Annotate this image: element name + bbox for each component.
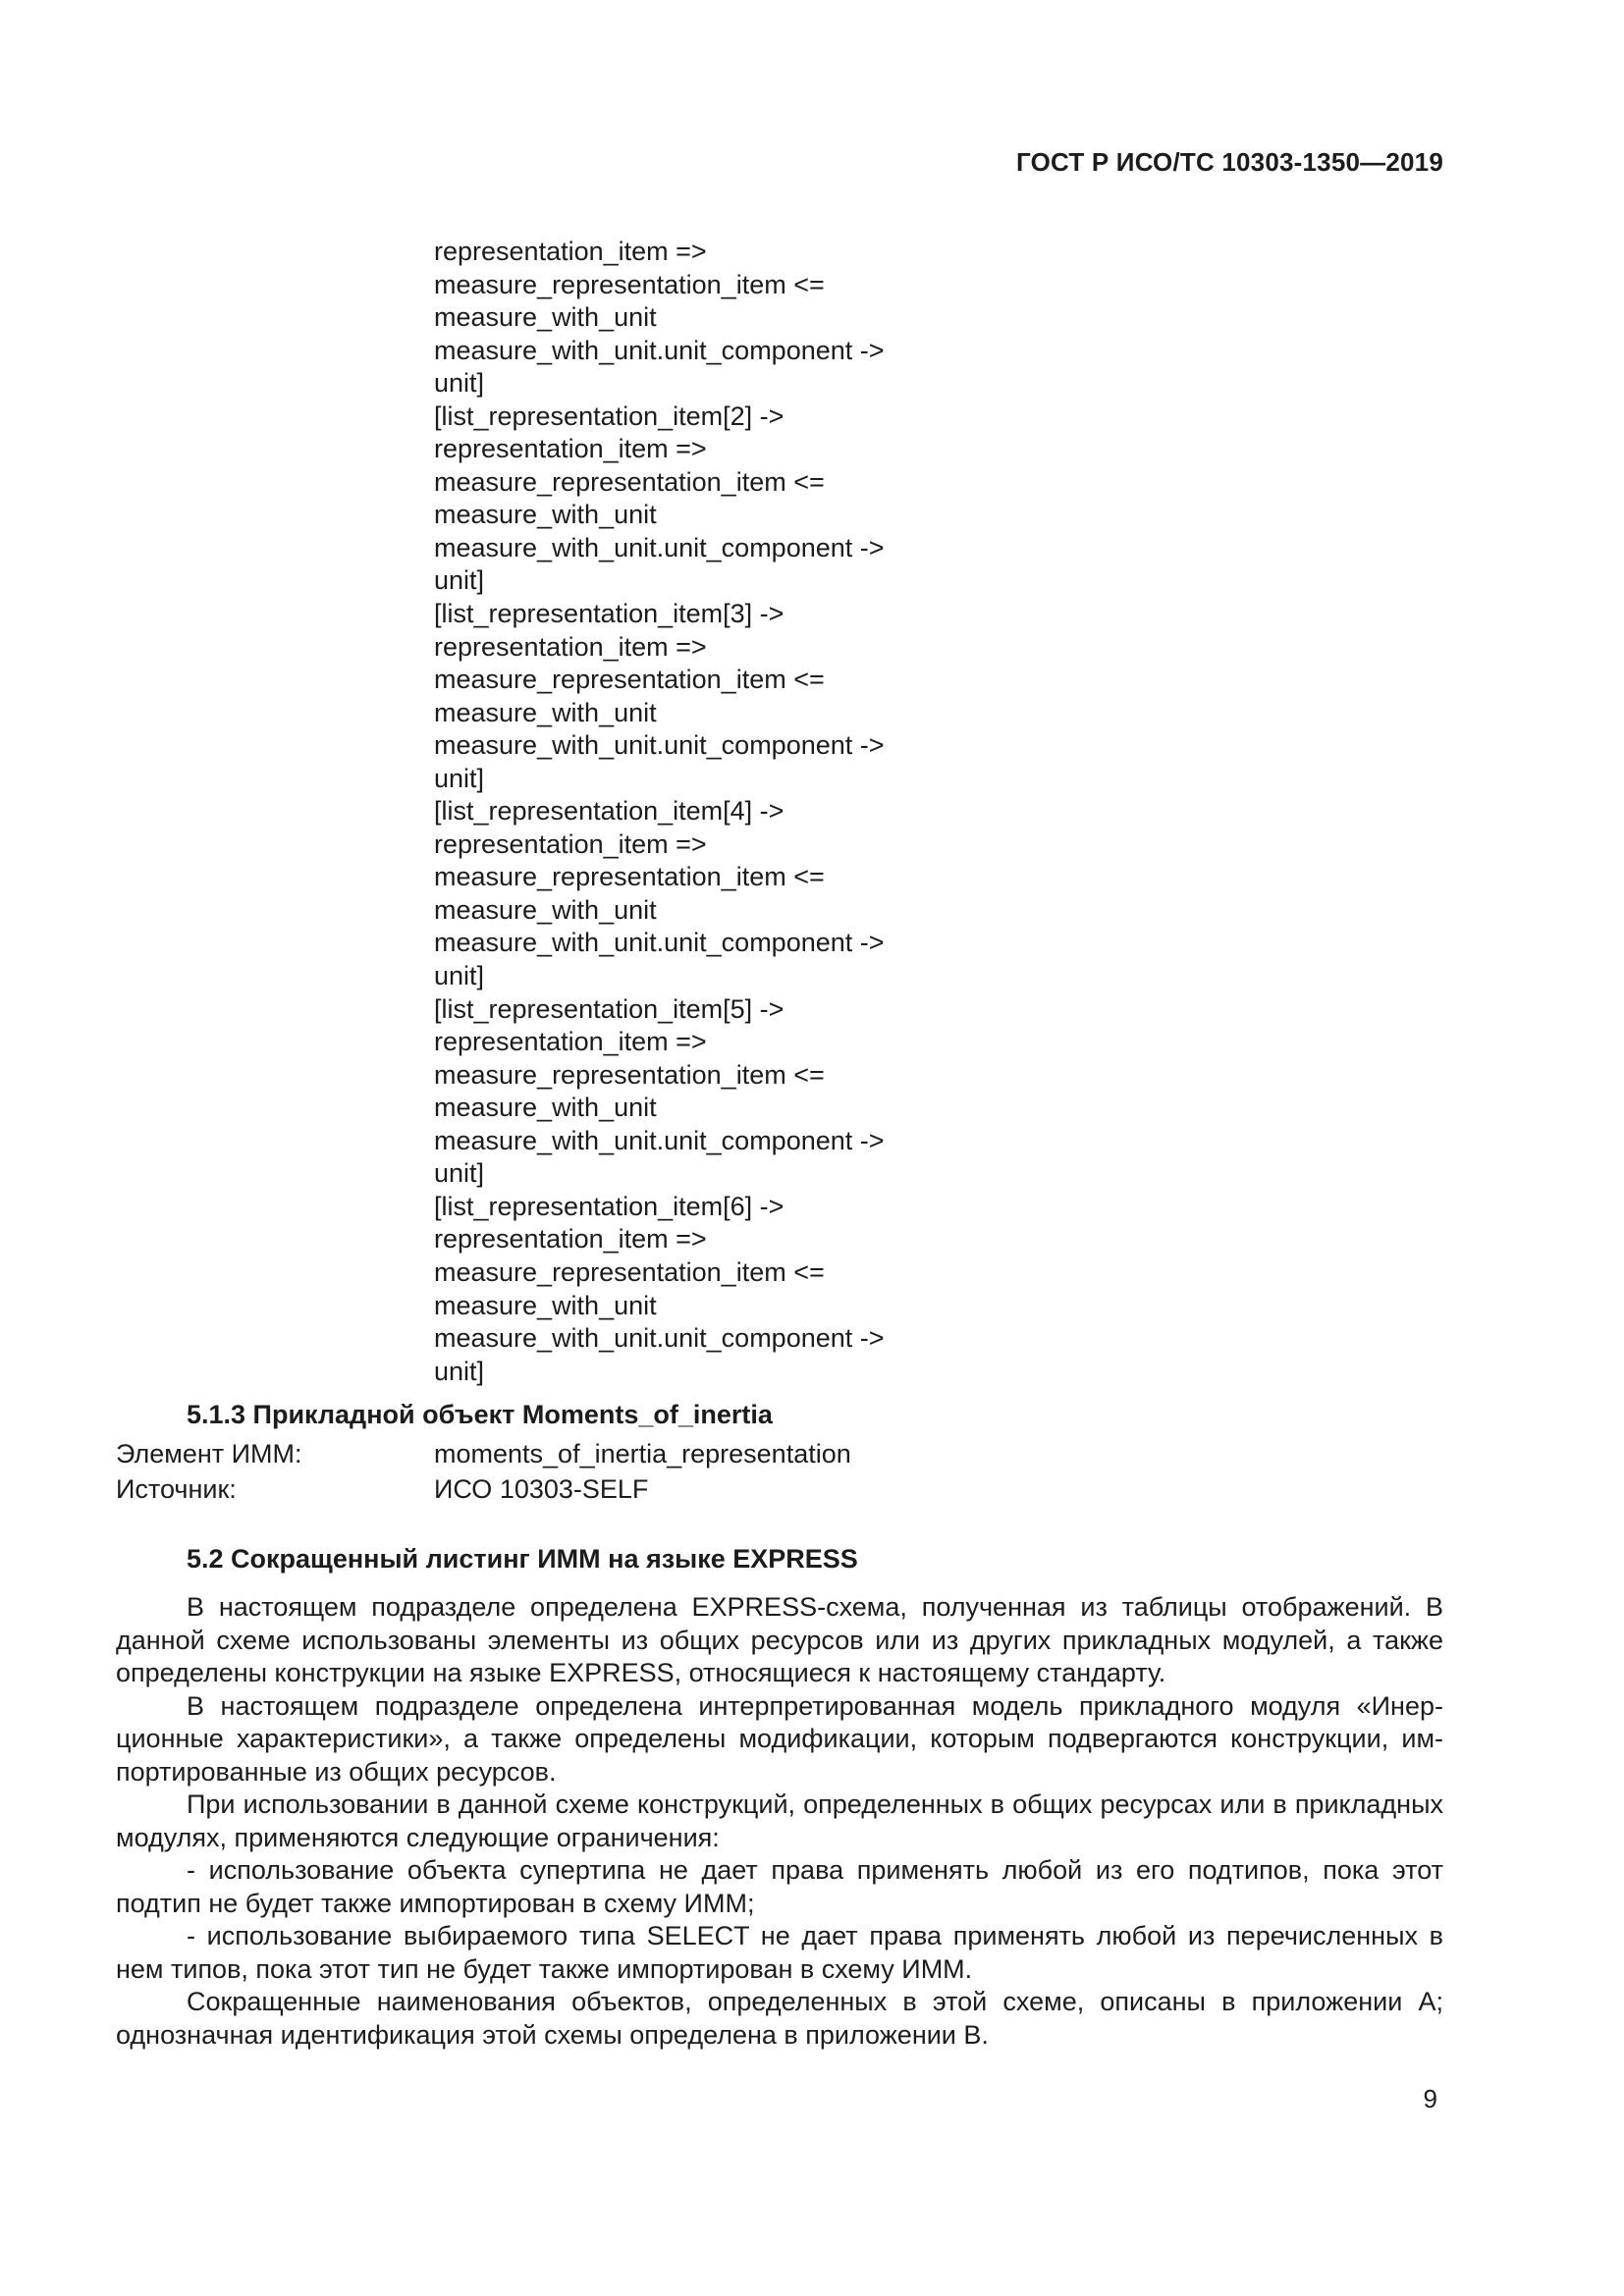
mapping-line: unit] — [434, 763, 485, 793]
mapping-line: measure_with_unit — [434, 1093, 657, 1123]
mapping-line: unit] — [434, 961, 485, 991]
mapping-line: measure_with_unit.unit_component -> — [434, 730, 885, 761]
mapping-line: measure_with_unit — [434, 500, 657, 530]
mapping-line: measure_representation_item <= — [434, 1256, 825, 1287]
mapping-line: representation_item => — [434, 631, 707, 662]
mapping-line: measure_representation_item <= — [434, 862, 825, 892]
section-heading: 5.2 Сокращенный листинг ИММ на языке EXPRESS — [187, 1544, 858, 1574]
body-paragraph: При использовании в данной схеме конструкций, определенных в общих ресурсах или в прикладных модулях, применяются следующие ограничения: — [116, 1789, 1443, 1852]
mapping-line: unit] — [434, 565, 485, 596]
mapping-line: representation_item => — [434, 237, 707, 266]
mapping-line: [list_representation_item[2] -> — [434, 400, 785, 431]
mapping-line: measure_with_unit — [434, 302, 657, 333]
subsection-heading: 5.1.3 Прикладной объект Moments_of_inertia — [187, 1400, 773, 1429]
mapping-line: measure_with_unit — [434, 697, 657, 727]
mapping-line: representation_item => — [434, 434, 707, 464]
mapping-line: [list_representation_item[6] -> — [434, 1191, 785, 1221]
mapping-line: measure_with_unit.unit_component -> — [434, 928, 885, 958]
mapping-line: measure_with_unit.unit_component -> — [434, 1125, 885, 1155]
mapping-line: unit] — [434, 368, 485, 399]
mapping-line: measure_representation_item <= — [434, 269, 825, 299]
mapping-line: representation_item => — [434, 1027, 707, 1057]
body-paragraph: В настоящем подразделе определена интерпретированная модель прикладного модуля «Инерционные характеристики», а также определены модификации, которым подвергаются конструкции, импортированные из общих ресурсов. — [116, 1690, 1443, 1787]
body-paragraph: - использование выбираемого типа SELECT не дает права применять любой из перечисленных в нем типов, пока этот тип не будет также импортирован в схему ИММ. — [116, 1921, 1443, 1984]
mapping-line: measure_representation_item <= — [434, 665, 825, 695]
body-paragraph: - использование объекта супертипа не дает права применять любой из его подтипов, пока этот подтип не будет также импортирован в схему ИММ; — [116, 1855, 1443, 1918]
mapping-line: [list_representation_item[4] -> — [434, 796, 785, 827]
mapping-line: measure_with_unit.unit_component -> — [434, 1323, 885, 1354]
source-value: ИСО 10303-SELF — [434, 1474, 649, 1504]
mapping-line: measure_with_unit — [434, 894, 657, 925]
mapping-line: unit] — [434, 1158, 485, 1189]
aim-element-value: moments_of_inertia_representation — [434, 1439, 851, 1468]
mapping-line: measure_representation_item <= — [434, 466, 825, 497]
source-label: Источник: — [116, 1474, 237, 1504]
mapping-line: [list_representation_item[3] -> — [434, 599, 785, 629]
mapping-line: measure_with_unit — [434, 1290, 657, 1320]
mapping-line: [list_representation_item[5] -> — [434, 993, 785, 1024]
mapping-line: representation_item => — [434, 828, 707, 859]
mapping-line: measure_representation_item <= — [434, 1059, 825, 1090]
body-paragraph: В настоящем подразделе определена EXPRESS-схема, полученная из таблицы отображений. В данной схеме использованы элементы из общих ресурсов или из других прикладных модулей, а также определены конструкции на языке EXPRESS, относящиеся к настоящему стандарту. — [116, 1592, 1443, 1687]
document-header: ГОСТ Р ИСО/ТС 10303-1350—2019 — [1015, 147, 1443, 177]
mapping-line: representation_item => — [434, 1224, 707, 1255]
page-number: 9 — [1423, 2084, 1437, 2113]
body-paragraph: Сокращенные наименования объектов, определенных в этой схеме, описаны в приложении А; однозначная идентификация этой схемы определена в приложении В. — [116, 1987, 1443, 2050]
mapping-listing — [434, 236, 885, 1388]
mapping-line: unit] — [434, 1356, 485, 1386]
mapping-line: measure_with_unit.unit_component -> — [434, 335, 885, 365]
section-body — [116, 1591, 1443, 2052]
mapping-line: measure_with_unit.unit_component -> — [434, 532, 885, 562]
aim-element-label: Элемент ИММ: — [116, 1439, 302, 1468]
